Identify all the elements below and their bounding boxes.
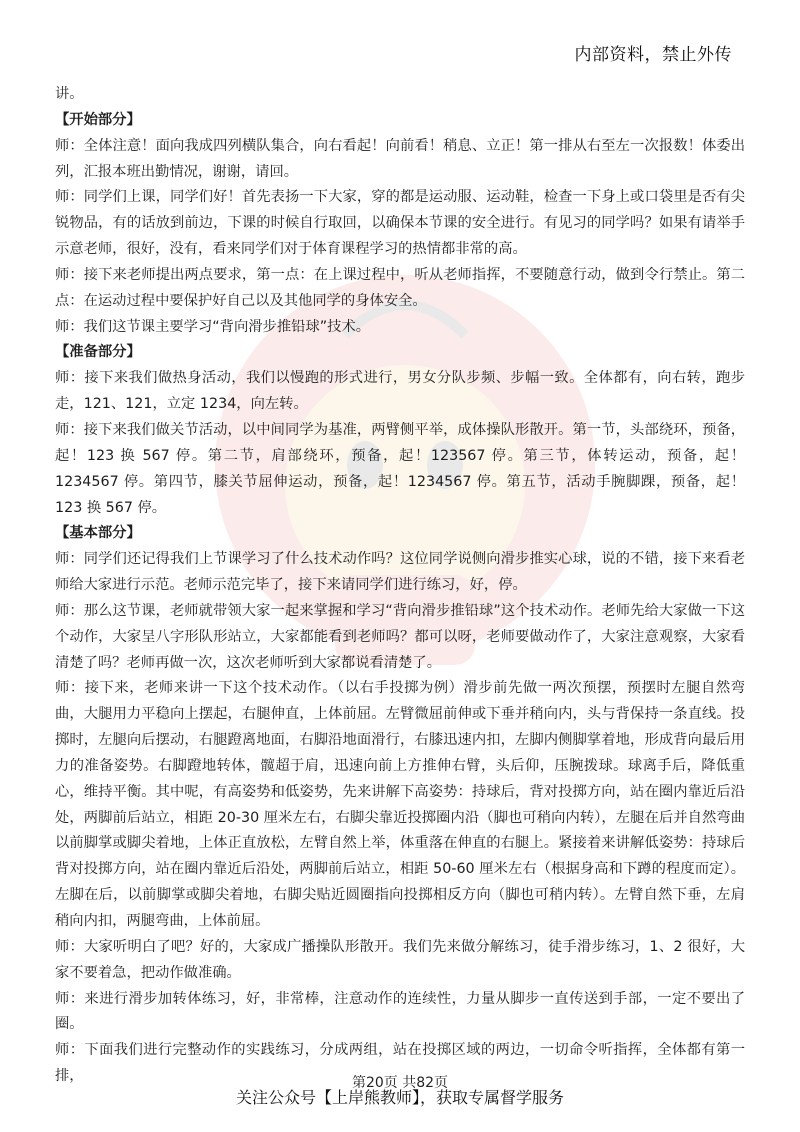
paragraph: 师：来进行滑步加转体练习，好，非常棒，注意动作的连续性，力量从脚步一直传送到手部，一定不要出了圈。	[55, 990, 745, 1033]
confidential-notice: 内部资料，禁止外传	[574, 45, 732, 65]
paragraph: 师：我们这节课主要学习“背向滑步推铅球”技术。	[55, 318, 371, 335]
paragraph: 师：接下来我们做热身活动，我们以慢跑的形式进行，男女分队步频、步幅一致。全体都有，向右转，跑步走，121、121，立定 1234，向左转。	[55, 370, 745, 413]
paragraph: 师：接下来我们做关节活动，以中间同学为基准，两臂侧平举，成体操队形散开。第一节，头部绕环，预备，起！123 换 567 停。第二节，肩部绕环，预备，起！123567 停。第三节，体转运动，预备，起！1234567 停。第四节，膝关节屈伸运动，预备，起！1234567 停。第五节，活动手腕脚踝，预备，起！123 换 567 停。	[55, 421, 745, 516]
paragraph: 讲。	[55, 86, 84, 102]
paragraph: 师：大家听明白了吧？好的，大家成广播操队形散开。我们先来做分解练习，徒手滑步练习，1、2 很好，大家不要着急，把动作做准确。	[55, 938, 745, 981]
section-heading-basic: 【基本部分】	[55, 525, 141, 542]
paragraph: 师：那么这节课，老师就带领大家一起来掌握和学习“背向滑步推铅球”这个技术动作。老师先给大家做一下这个动作，大家呈八字形队形站立，大家都能看到老师吗？都可以呀，老师要做动作了，大家注意观察，大家看清楚了吗？老师再做一次，这次老师听到大家都说看清楚了。	[55, 602, 745, 671]
footer-promo: 关注公众号【上岸熊教师】，获取专属督学服务	[235, 1088, 564, 1107]
section-heading-preparation: 【准备部分】	[55, 344, 141, 361]
paragraph: 师：同学们上课，同学们好！首先表扬一下大家，穿的都是运动服、运动鞋，检查一下身上或口袋里是否有尖锐物品，有的话放到前边，下课的时候自行取回，以确保本节课的安全进行。有见习的同学吗？如果有请举手示意老师，很好，没有，看来同学们对于体育课程学习的热情都非常的高。	[55, 189, 745, 258]
document-body	[55, 82, 745, 1090]
section-heading-start: 【开始部分】	[55, 111, 141, 128]
paragraph: 师：接下来老师提出两点要求，第一点：在上课过程中，听从老师指挥，不要随意行动，做到令行禁止。第二点：在运动过程中要保护好自己以及其他同学的身体安全。	[55, 266, 745, 309]
paragraph: 师：接下来，老师来讲一下这个技术动作。（以右手投掷为例）滑步前先做一两次预摆，预摆时左腿自然弯曲，大腿用力平稳向上摆起，右腿伸直，上体前屈。左臂微屈前伸或下垂并稍向内，头与背保持一条直线。投掷时，左腿向后摆动，右腿蹬离地面，右脚沿地面滑行，右膝迅速内扣，左脚内侧脚掌着地，形成背向最后用力的准备姿势。右脚蹬地转体，髋超于肩，迅速向前上方推伸右臂，头后仰，压腕拨球。球离手后，降低重心，维持平衡。其中呢，有高姿势和低姿势，先来讲解下高姿势：持球后，背对投掷方向，站在圈内靠近后沿处，两脚前后站立，相距 20-30 厘米左右，右脚尖靠近投掷圈内沿（脚也可稍向内转），左腿在后并自然弯曲以前脚掌或脚尖着地，上体正直放松，左臂自然上举，体重落在伸直的右腿上。紧接着来讲解低姿势：持球后背对投掷方向，站在圈内靠近后沿处，两脚前后站立，相距 50-60 厘米左右（根据身高和下蹲的程度而定）。左脚在后，以前脚掌或脚尖着地，右脚尖贴近圆圈指向投掷相反方向（脚也可稍内转）。左臂自然下垂，左肩稍向内扣，两腿弯曲，上体前屈。	[55, 680, 745, 929]
page-number: 第20页 共82页	[351, 1075, 449, 1091]
paragraph: 师：下面我们进行完整动作的实践练习，分成两组，站在投掷区域的两边，一切命令听指挥，全体都有第一排，	[55, 1042, 745, 1085]
paragraph: 师：全体注意！面向我成四列横队集合，向右看起！向前看！稍息、立正！第一排从右至左一次报数！体委出列，汇报本班出勤情况，谢谢，请回。	[55, 137, 745, 180]
paragraph: 师：同学们还记得我们上节课学习了什么技术动作吗？这位同学说侧向滑步推实心球，说的不错，接下来看老师给大家进行示范。老师示范完毕了，接下来请同学们进行练习，好，停。	[55, 551, 745, 594]
